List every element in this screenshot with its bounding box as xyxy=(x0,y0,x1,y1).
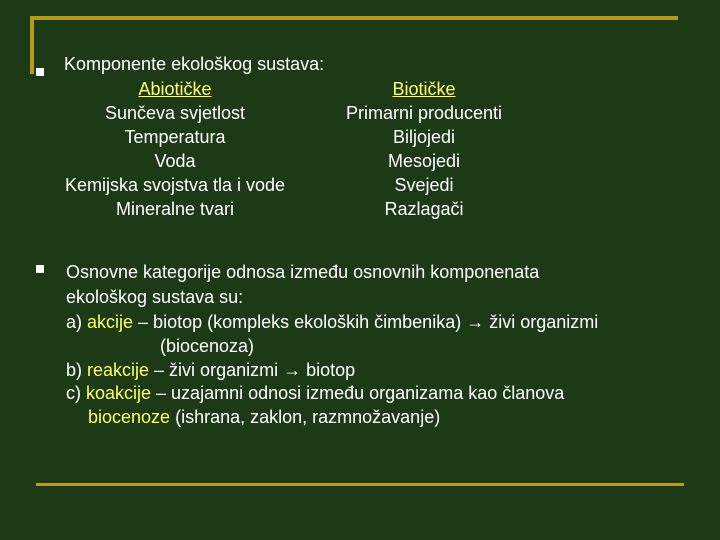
biotic-item: Mesojedi xyxy=(387,151,461,171)
relation-c-cont xyxy=(88,405,440,429)
relation-b-prefix: b) xyxy=(66,360,88,380)
relation-a-cont: (biocenoza) xyxy=(160,336,255,356)
bullet2-line1: Osnovne kategorije odnosa između osnovnih komponenata xyxy=(66,262,540,282)
bullet2-line2: ekološkog sustava su: xyxy=(66,287,244,307)
biotic-item: Razlagači xyxy=(384,199,464,219)
frame-top-line xyxy=(30,16,678,20)
biotic-item: Biljojedi xyxy=(392,127,456,147)
bullet-square-icon xyxy=(36,265,44,273)
frame-bottom-line xyxy=(36,483,684,486)
relation-a xyxy=(66,310,598,334)
relation-c xyxy=(66,381,564,405)
biotic-item: Svejedi xyxy=(394,175,454,195)
relation-c-prefix: c) xyxy=(66,383,86,403)
relation-c-text: – uzajamni odnosi između organizama kao članova xyxy=(151,383,565,403)
abiotic-item: Mineralne tvari xyxy=(115,199,235,219)
abiotic-item: Sunčeva svjetlost xyxy=(104,103,246,123)
relation-a-term: akcije xyxy=(87,312,134,332)
relation-c-term: koakcije xyxy=(86,383,152,403)
biotic-header: Biotičke xyxy=(392,79,456,99)
bullet1-title: Komponente ekološkog sustava: xyxy=(64,54,325,74)
biotic-item: Primarni producenti xyxy=(345,103,503,123)
relation-a-prefix: a) xyxy=(66,312,88,332)
abiotic-item: Voda xyxy=(154,151,196,171)
bullet-square-icon xyxy=(36,68,44,76)
relation-c-cont-term: biocenoze xyxy=(88,407,171,427)
abiotic-item: Kemijska svojstva tla i vode xyxy=(64,175,286,195)
relation-a-text: – biotop (kompleks ekoloških čimbenika) → živi organizmi xyxy=(133,312,599,332)
frame-left-line xyxy=(30,16,34,74)
abiotic-item: Temperatura xyxy=(124,127,226,147)
abiotic-header: Abiotičke xyxy=(138,79,212,99)
relation-c-cont-text: (ishrana, zaklon, razmnožavanje) xyxy=(170,407,441,427)
relation-b xyxy=(66,358,355,382)
relation-b-text: – živi organizmi → biotop xyxy=(149,360,356,380)
relation-b-term: reakcije xyxy=(87,360,150,380)
